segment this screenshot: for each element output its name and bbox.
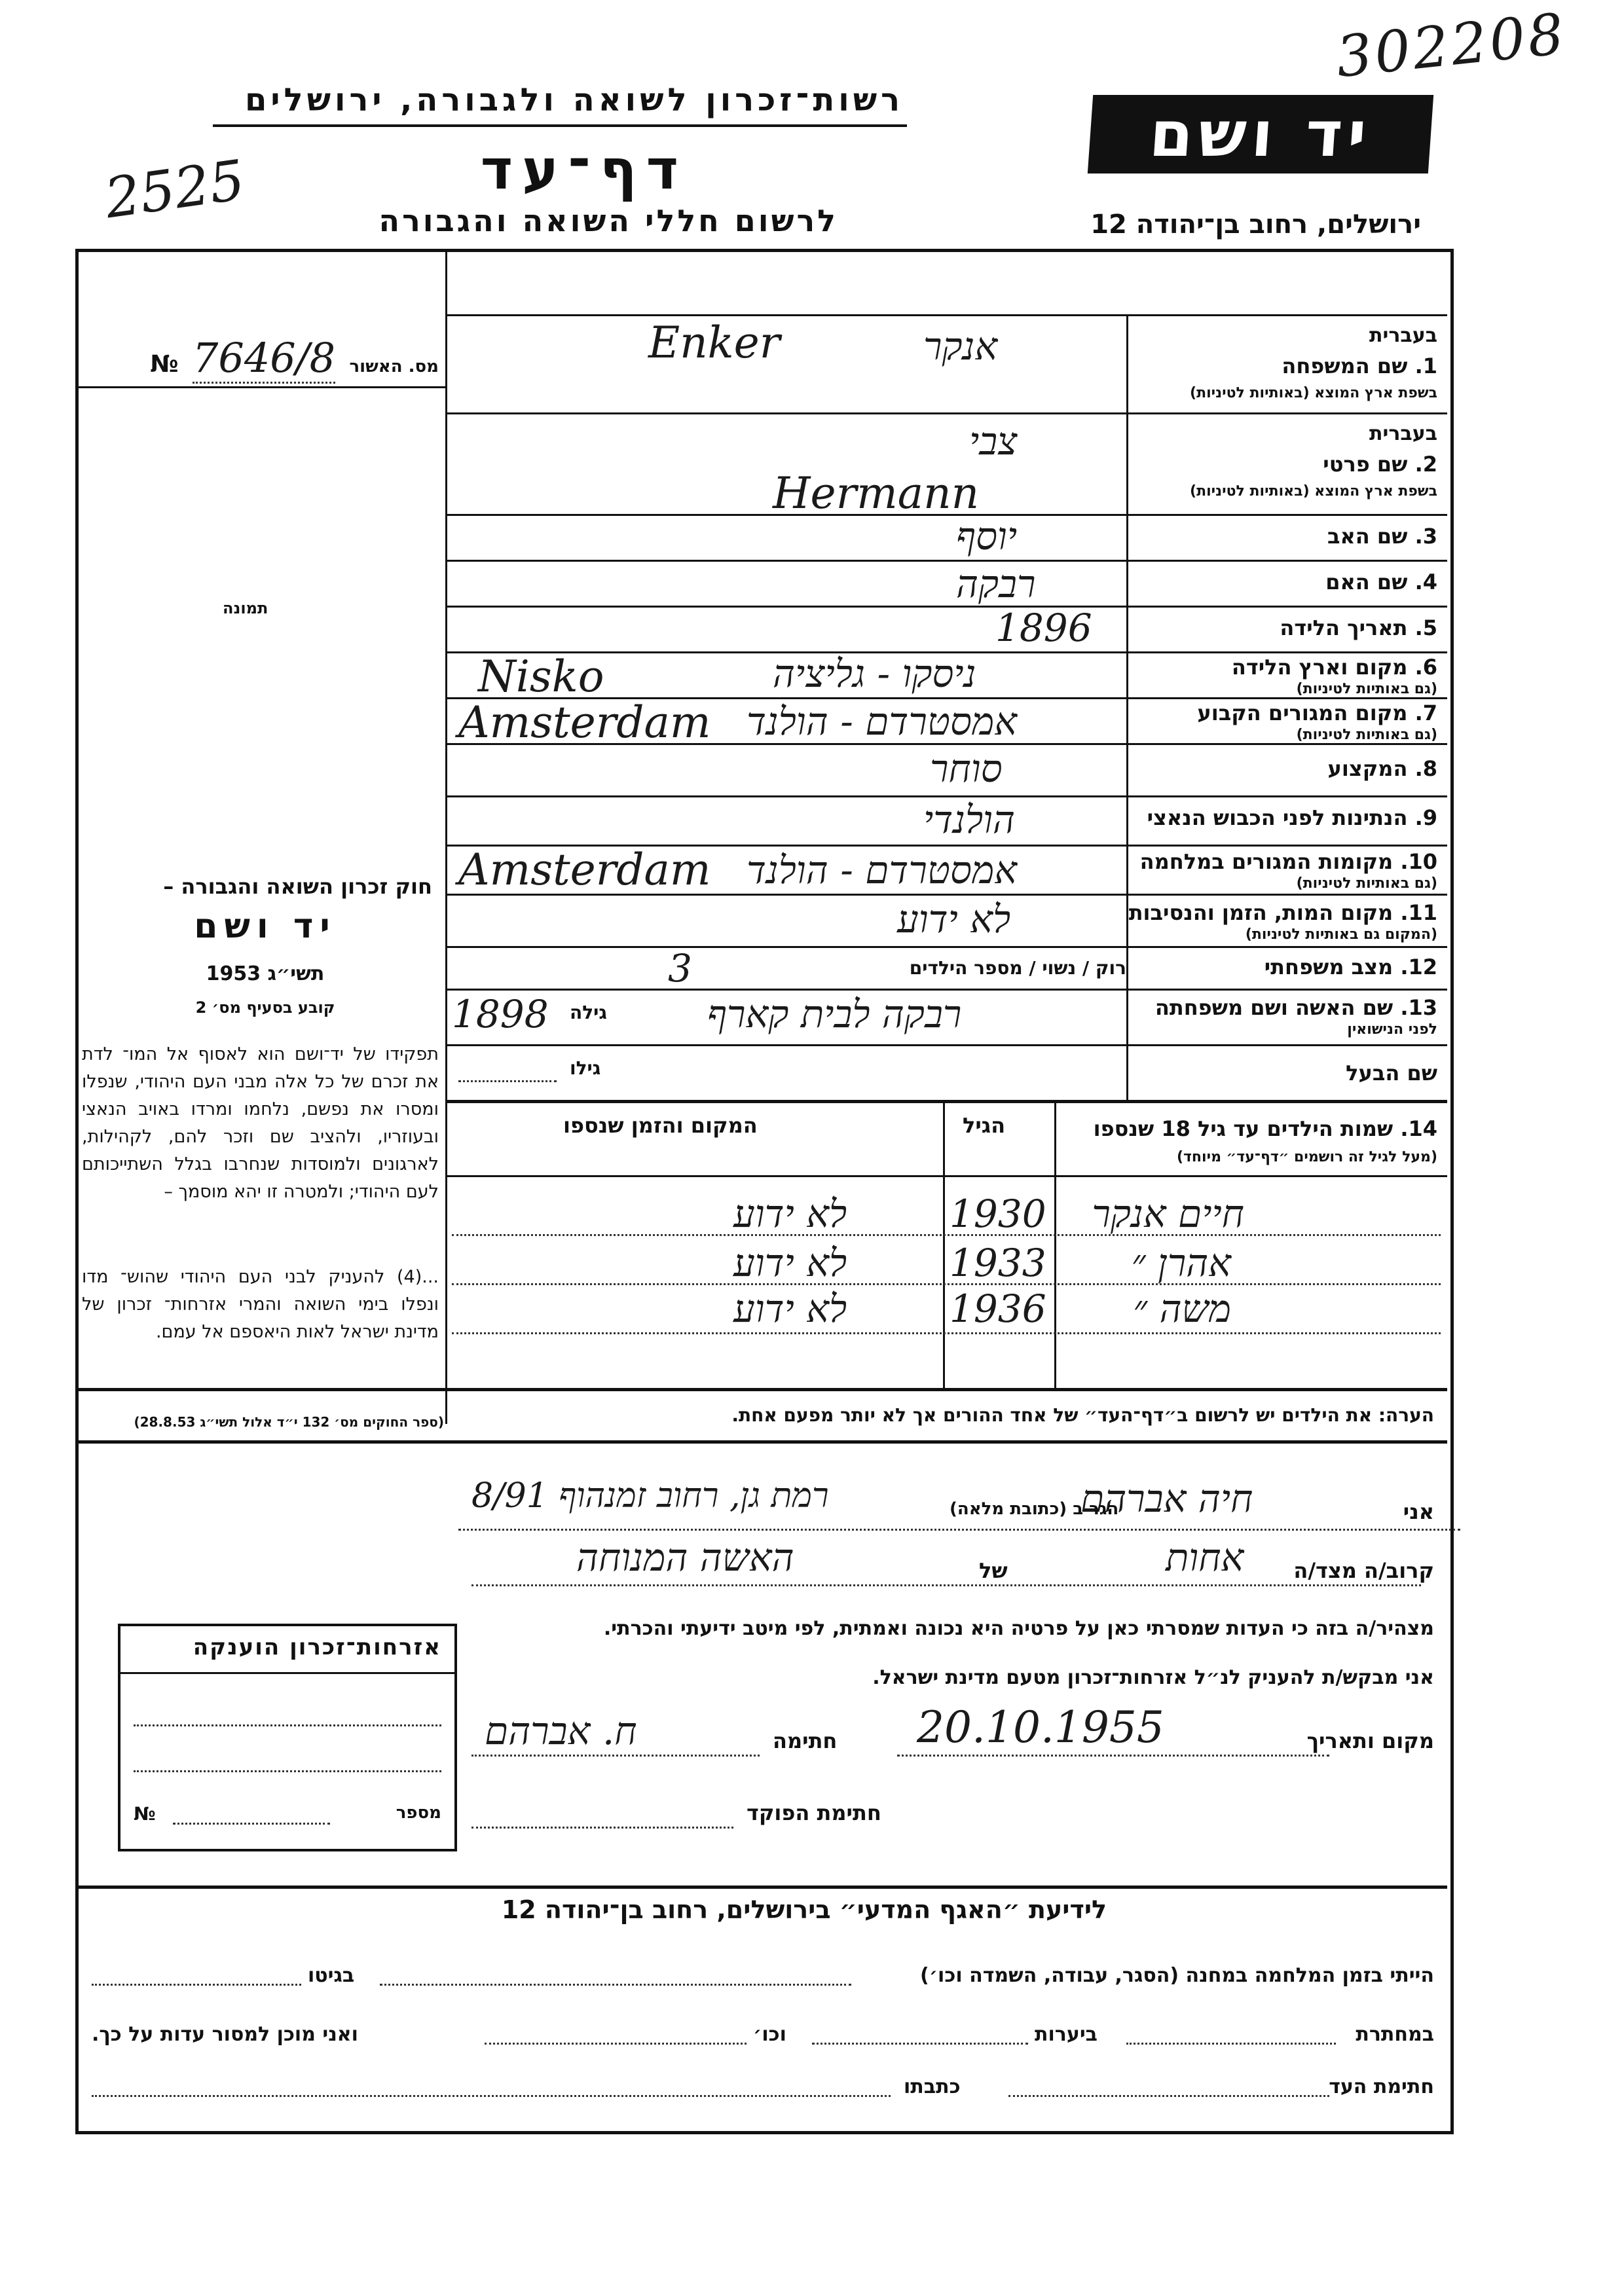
row-line xyxy=(445,412,1447,414)
footer-line1-b: בגיטו xyxy=(308,1964,355,1987)
field-8-label: 8. המקצוע xyxy=(1327,756,1437,781)
field-8-value: סוחר xyxy=(930,746,1003,791)
photo-label: תמונה xyxy=(223,599,268,617)
field-6-value-hebrew: ניסקו - גליציה xyxy=(773,651,976,696)
memorial-box-number-label: מספר xyxy=(396,1803,441,1823)
memorial-box-no-sign: № xyxy=(134,1803,156,1825)
field-10-value-hebrew: אמסטרדם - הולנד xyxy=(747,848,1018,892)
field-3-value: יוסף xyxy=(956,514,1018,558)
approval-label: מס. האשור xyxy=(349,357,439,376)
yad-vashem-logo xyxy=(1088,95,1433,173)
declaration-text: מצהיר/ה בזה כי העדות שמסרתי כאן על פרטיה היא נכונה ואמתית, לפי מיטב ידיעתי והכרתי. xyxy=(603,1617,1434,1640)
underground-line xyxy=(1126,2043,1336,2045)
law-section: קובע בסעיף מס׳ 2 xyxy=(195,998,335,1017)
approval-number-row xyxy=(98,334,439,384)
place-date-label: מקום ותאריך xyxy=(1306,1728,1434,1753)
declarant-address: רמת גן, רחוב זמנהוף 8/91 xyxy=(471,1476,829,1516)
field-7-value-hebrew: אמסטרדם - הולנד xyxy=(747,699,1018,744)
field-2-note: בשפת ארץ המוצא (באותיות לטיניות) xyxy=(1190,483,1437,500)
declarant-of-label: של xyxy=(979,1558,1008,1583)
field-1-lang: בעברית xyxy=(1369,324,1437,347)
authority-name: רשות־זכרון לשואה ולגבורה, ירושלים xyxy=(244,82,904,118)
remark-top-line xyxy=(75,1388,1447,1391)
children-col-divider xyxy=(1054,1100,1056,1388)
request-text: אני מבקש/ת להעניק לנ״ל אזרחות־זכרון מטעם מדינת ישראל. xyxy=(872,1666,1434,1689)
law-title: חוק זכרון השואה והגבורה – xyxy=(163,874,432,899)
logo-text: יד ושם xyxy=(1147,98,1375,171)
footer-line3-a: חתימת העד xyxy=(1329,2075,1434,2098)
children-col-age: הגיל xyxy=(963,1113,1006,1138)
photo-box-top xyxy=(75,386,445,388)
field-7-value-latin: Amsterdam xyxy=(458,697,711,748)
child-3-name: משה ״ xyxy=(1133,1286,1231,1331)
field-2-label: 2. שם פרטי xyxy=(1323,452,1437,477)
memorial-box-title-line xyxy=(120,1672,454,1674)
page-subtitle: לרשום חללי השואה והגבורה xyxy=(378,203,838,238)
field-3-label: 3. שם האב xyxy=(1327,524,1437,549)
field-13-age-label: גילה xyxy=(570,1002,607,1023)
forests-line xyxy=(812,2043,1028,2045)
etc-line xyxy=(485,2043,747,2045)
field-11-note: (המקום גם באותיות לטיניות) xyxy=(1245,926,1437,943)
husband-age-label: גילו xyxy=(570,1057,601,1079)
child-3-place: לא ידוע xyxy=(733,1286,847,1331)
child-2-place: לא ידוע xyxy=(733,1241,847,1285)
field-12-label: 12. מצב משפחתי xyxy=(1264,955,1437,979)
field-13-label: 13. שם האשה ושם משפחתה xyxy=(1154,995,1437,1020)
signature-line xyxy=(471,1755,760,1757)
signature-label: חתימה xyxy=(773,1728,838,1753)
footer-top-line xyxy=(75,1886,1447,1889)
official-signature-line xyxy=(471,1827,733,1829)
declarant-of-value: האשה המנוחה xyxy=(576,1535,794,1580)
field-11-label: 11. מקום המות, הזמן והנסיבות xyxy=(1128,900,1437,925)
field-10-value-latin: Amsterdam xyxy=(458,845,711,895)
footer-line2-a: במחתרת xyxy=(1356,2023,1434,2046)
child-row-line xyxy=(452,1283,1441,1285)
witness-address-line xyxy=(92,2095,891,2097)
approval-no-sign: № xyxy=(150,351,179,378)
child-1-age: 1930 xyxy=(950,1192,1046,1236)
memorial-box-line xyxy=(134,1724,441,1726)
authority-underline xyxy=(213,124,907,127)
declarant-line xyxy=(458,1529,1460,1531)
memorial-box-number-line xyxy=(173,1823,330,1825)
law-name: יד ושם xyxy=(194,907,337,946)
field-13-value: רבקה לבית קארף xyxy=(707,992,962,1036)
field-7-note: (גם באותיות לטיניות) xyxy=(1296,727,1437,743)
child-3-age: 1936 xyxy=(950,1286,1046,1331)
footer-line2-c: וכו׳ xyxy=(753,2023,786,2046)
field-13-note: לפני הנישואין xyxy=(1347,1021,1437,1038)
footer-line3-b: כתבתו xyxy=(904,2075,961,2098)
date-line xyxy=(897,1755,1329,1757)
children-col-divider xyxy=(943,1100,945,1388)
row-line xyxy=(445,989,1447,991)
field-10-label: 10. מקומות המגורים במלחמה xyxy=(1139,849,1437,874)
law-reference: (ספר החוקים מס׳ 132 י״ד אלול תשי״ג 28.8.53) xyxy=(134,1414,444,1430)
field-2-lang: בעברית xyxy=(1369,422,1437,445)
law-text-2: ...(4) להעניק לבני העם היהודי שהוש־ מדו ונפלו בימי השואה והמרי אזרחות־ זכרון של מדינת ישראל לאות היאספם אל עמם. xyxy=(82,1267,439,1342)
label-column-divider xyxy=(1126,314,1128,1100)
field-5-label: 5. תאריך הלידה xyxy=(1280,615,1437,640)
row-line xyxy=(445,1100,1447,1103)
child-1-name: חיים אנקר xyxy=(1092,1192,1244,1236)
child-2-name: אהרן ״ xyxy=(1131,1241,1231,1285)
declarant-i-label: אני xyxy=(1403,1499,1434,1524)
memorial-box-line xyxy=(134,1770,441,1772)
footer-line2-b: ביערות xyxy=(1035,2023,1098,2046)
row-line xyxy=(445,946,1447,948)
declarant-relation: אחות xyxy=(1166,1535,1244,1580)
approval-number: 7646/8 xyxy=(193,334,335,384)
folio-number: 2525 xyxy=(101,147,249,231)
declarant-relative-label: קרוב/ה מצד/ה xyxy=(1293,1558,1434,1583)
address: ירושלים, רחוב בן־יהודה 12 xyxy=(1090,210,1421,240)
husband-age-line xyxy=(458,1080,557,1082)
witness-signature-line xyxy=(1008,2095,1329,2097)
children-title: 14. שמות הילדים עד גיל 18 שנספו xyxy=(1093,1116,1437,1141)
field-6-note: (גם באותיות לטיניות) xyxy=(1296,681,1437,697)
field-2-value-hebrew: צבי xyxy=(969,419,1018,464)
child-row-line xyxy=(452,1234,1441,1236)
footer-heading: לידיעת ״האגף המדעי״ בירושלים, רחוב בן־יהודה 12 xyxy=(501,1895,1107,1924)
law-year: תשי״ג 1953 xyxy=(206,962,325,985)
camp-line xyxy=(380,1984,851,1986)
declarant-name: חיה אברהם xyxy=(1080,1476,1253,1521)
declarant-signature: ח. אברהם xyxy=(485,1709,637,1753)
footer-line2-d: ואני מוכן למסור עדות על כך. xyxy=(92,2023,358,2046)
field-10-note: (גם באותיות לטיניות) xyxy=(1296,875,1437,892)
field-2-value-latin: Hermann xyxy=(773,468,980,519)
declaration-date: 20.10.1955 xyxy=(917,1702,1164,1753)
top-strip-line xyxy=(445,314,1447,316)
children-col-place: המקום והזמן שנספו xyxy=(563,1113,758,1138)
field-5-value: 1896 xyxy=(995,606,1092,650)
row-line xyxy=(445,560,1447,562)
field-1-label: 1. שם המשפחה xyxy=(1282,354,1437,378)
field-12-children-count: 3 xyxy=(668,946,692,991)
remark-bottom-line xyxy=(75,1440,1447,1444)
field-9-label: 9. הנתינות לפני הכבוש הנאצי xyxy=(1147,805,1437,830)
children-note: (מעל לגיל זה רושמים ״דף־עד״ מיוחד) xyxy=(1176,1149,1437,1165)
official-signature-label: חתימת הפוקד xyxy=(747,1800,881,1825)
field-1-value-latin: Enker xyxy=(648,318,781,368)
memorial-box-title: אזרחות־זכרון הוענקה xyxy=(193,1634,441,1660)
declarant-relation-line xyxy=(471,1584,1421,1586)
field-1-value-hebrew: אנקר xyxy=(923,324,998,369)
field-12-options: רוק / נשוי / מספר הילדים xyxy=(909,957,1126,979)
field-4-label: 4. שם האם xyxy=(1325,570,1437,594)
children-header-line xyxy=(445,1175,1447,1177)
ghetto-line xyxy=(92,1984,301,1986)
archive-number: 302208 xyxy=(1333,1,1570,91)
panel-divider xyxy=(445,249,447,1424)
field-7-label: 7. מקום המגורים הקבוע xyxy=(1197,701,1437,725)
field-1-note: בשפת ארץ המוצא (באותיות לטיניות) xyxy=(1190,385,1437,401)
remark: הערה: את הילדים יש לרשום ב״דף־העד״ של אחד ההורים אך לא יותר מפעם אחת. xyxy=(731,1404,1434,1426)
field-6-value-latin: Nisko xyxy=(478,651,604,702)
law-text-1: תפקידו של יד־ושם הוא לאסוף אל המו־ לדת את זכרם של כל אלה מבני העם היהודי, שנפלו ומסרו את נפשם, נלחמו ומרדו באויב הנאצי ובעוזריו, ולהציב שם וזכר להם, לקהילות, לארגונים ולמוסדות שנחרבו בגלל השתייכותם לעם היהודי; ולמטרה זו יהא מוסמך – xyxy=(82,1044,439,1202)
child-row-line xyxy=(452,1332,1441,1334)
row-line xyxy=(445,1044,1447,1046)
field-9-value: הולנדי xyxy=(923,797,1015,842)
footer-line1-a: הייתי בזמן המלחמה במחנה (הסגר, עבודה, השמדה וכו׳) xyxy=(920,1964,1434,1987)
memorial-citizenship-box xyxy=(118,1624,457,1851)
field-11-value: לא ידוע xyxy=(897,897,1011,941)
page-title: דף־עד xyxy=(480,137,688,202)
child-2-age: 1933 xyxy=(950,1241,1046,1285)
field-4-value: רבקה xyxy=(956,562,1036,606)
husband-label: שם הבעל xyxy=(1346,1061,1437,1085)
child-1-place: לא ידוע xyxy=(733,1192,847,1236)
field-13-age: 1898 xyxy=(452,992,549,1036)
declarant-resides-label: הגר ב (כתובת מלאה) xyxy=(950,1499,1119,1519)
row-line xyxy=(445,606,1447,608)
field-6-label: 6. מקום וארץ הלידה xyxy=(1231,655,1437,680)
